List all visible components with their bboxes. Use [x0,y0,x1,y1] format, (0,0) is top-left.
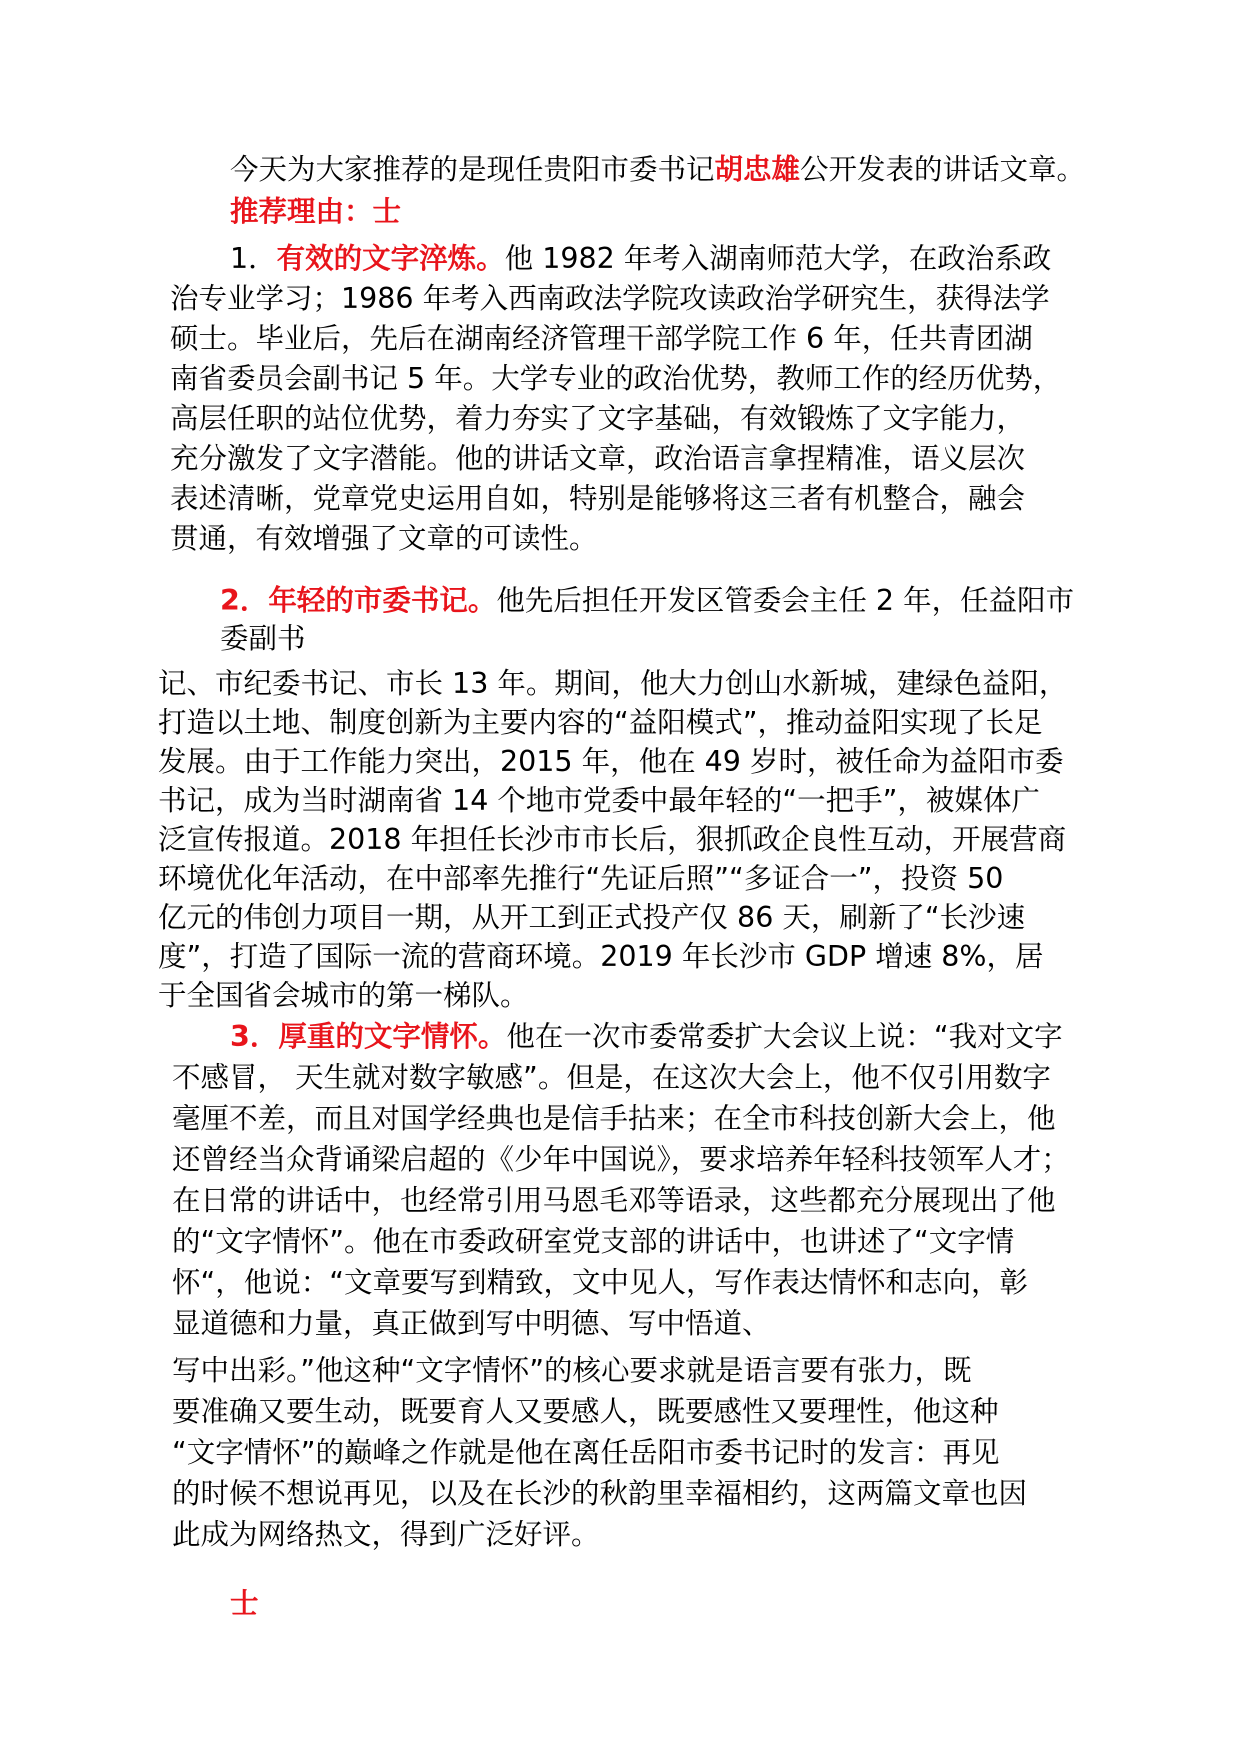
point3-line: 此成为网络热文，得到广泛好评。 [172,1518,600,1551]
point2-line: 泛宣传报道。2018 年担任长沙市市长后，狠抓政企良性互动，开展营商 [158,823,1067,856]
point1-line: 高层任职的站位优势，着力夯实了文字基础，有效锻炼了文字能力， [170,402,1026,435]
point3-line: 还曾经当众背诵梁启超的《少年中国说》，要求培养年轻科技领军人才； [172,1143,1070,1176]
point1-text: 他 1982 年考入湖南师范大学，在政治系政 [504,242,1052,275]
point2-line: 于全国省会城市的第一梯队。 [158,979,529,1012]
point3-line: “文字情怀”的巅峰之作就是他在离任岳阳市委书记时的发言：再见 [172,1436,1000,1469]
point2-line: 委副书 [220,622,306,655]
intro-line [230,153,1086,186]
point3-line: 怀“，他说：“文章要写到精致，文中见人，写作表达情怀和志向，彰 [172,1266,1029,1299]
point2-line: 记、市纪委书记、市长 13 年。期间，他大力创山水新城，建绿色益阳， [158,667,1068,700]
point2-line-1 [220,584,1075,617]
point3-line: 的“文字情怀”。他在市委政研室党支部的讲话中，也讲述了“文字情 [172,1225,1015,1258]
point2-heading: 2．年轻的市委书记。 [220,584,497,617]
point3-line: 写中出彩。”他这种“文字情怀”的核心要求就是语言要有张力，既 [172,1354,972,1387]
point1-line: 南省委员会副书记 5 年。大学专业的政治优势，教师工作的经历优势， [170,362,1062,395]
point2-text: 他先后担任开发区管委会主任 2 年，任益阳市 [496,584,1075,617]
intro-text-before: 今天为大家推荐的是现任贵阳市委书记 [230,153,715,186]
point3-line: 在日常的讲话中，也经常引用马恩毛邓等语录，这些都充分展现出了他 [172,1184,1056,1217]
point1-line: 治专业学习；1986 年考入西南政法学院攻读政治学研究生，获得法学 [170,282,1050,315]
point3-line: 不感冒， 天生就对数字敏感”。但是，在这次大会上，他不仅引用数字 [172,1061,1051,1094]
point1-number: 1． [230,242,277,275]
point1-line-1 [230,242,1052,275]
point3-line: 显道德和力量，真正做到写中明德、写中悟道、 [172,1307,771,1340]
point3-line: 毫厘不差，而且对国学经典也是信手拈来；在全市科技创新大会上，他 [172,1102,1056,1135]
point2-line: 亿元的伟创力项目一期，从开工到正式投产仅 86 天，刷新了“长沙速 [158,901,1026,934]
point3-text: 他在一次市委常委扩大会议上说：“我对文字 [506,1020,1063,1053]
point1-line: 硕士。毕业后，先后在湖南经济管理干部学院工作 6 年，任共青团湖 [170,322,1033,355]
highlighted-name: 胡忠雄 [714,153,801,186]
point3-line: 要准确又要生动，既要育人又要感人，既要感性又要理性，他这种 [172,1395,999,1428]
point1-line: 充分激发了文字潜能。他的讲话文章，政治语言拿捏精准，语义层次 [170,442,1026,475]
point1-heading: 有效的文字淬炼。 [276,242,505,275]
point1-line: 表述清晰，党章党史运用自如，特别是能够将这三者有机整合，融会 [170,482,1026,515]
point2-line: 打造以土地、制度创新为主要内容的“益阳模式”，推动益阳实现了长足 [158,706,1043,739]
point2-line: 环境优化年活动，在中部率先推行“先证后照”“多证合一”，投资 50 [158,862,1004,895]
point2-line: 发展。由于工作能力突出，2015 年，他在 49 岁时，被任命为益阳市委 [158,745,1064,778]
reason-title: 推荐理由：士 [230,195,402,228]
point1-line: 贯通，有效增强了文章的可读性。 [170,522,598,555]
point3-line-1 [230,1020,1063,1053]
point2-line: 度”，打造了国际一流的营商环境。2019 年长沙市 GDP 增速 8%，居 [158,940,1044,973]
point3-heading: 3．厚重的文字情怀。 [230,1020,507,1053]
footer-mark: 士 [230,1587,259,1620]
point3-line: 的时候不想说再见，以及在长沙的秋韵里幸福相约，这两篇文章也因 [172,1477,1028,1510]
point2-line: 书记，成为当时湖南省 14 个地市党委中最年轻的“一把手”，被媒体广 [158,784,1040,817]
intro-text-after: 公开发表的讲话文章。 [800,153,1086,186]
